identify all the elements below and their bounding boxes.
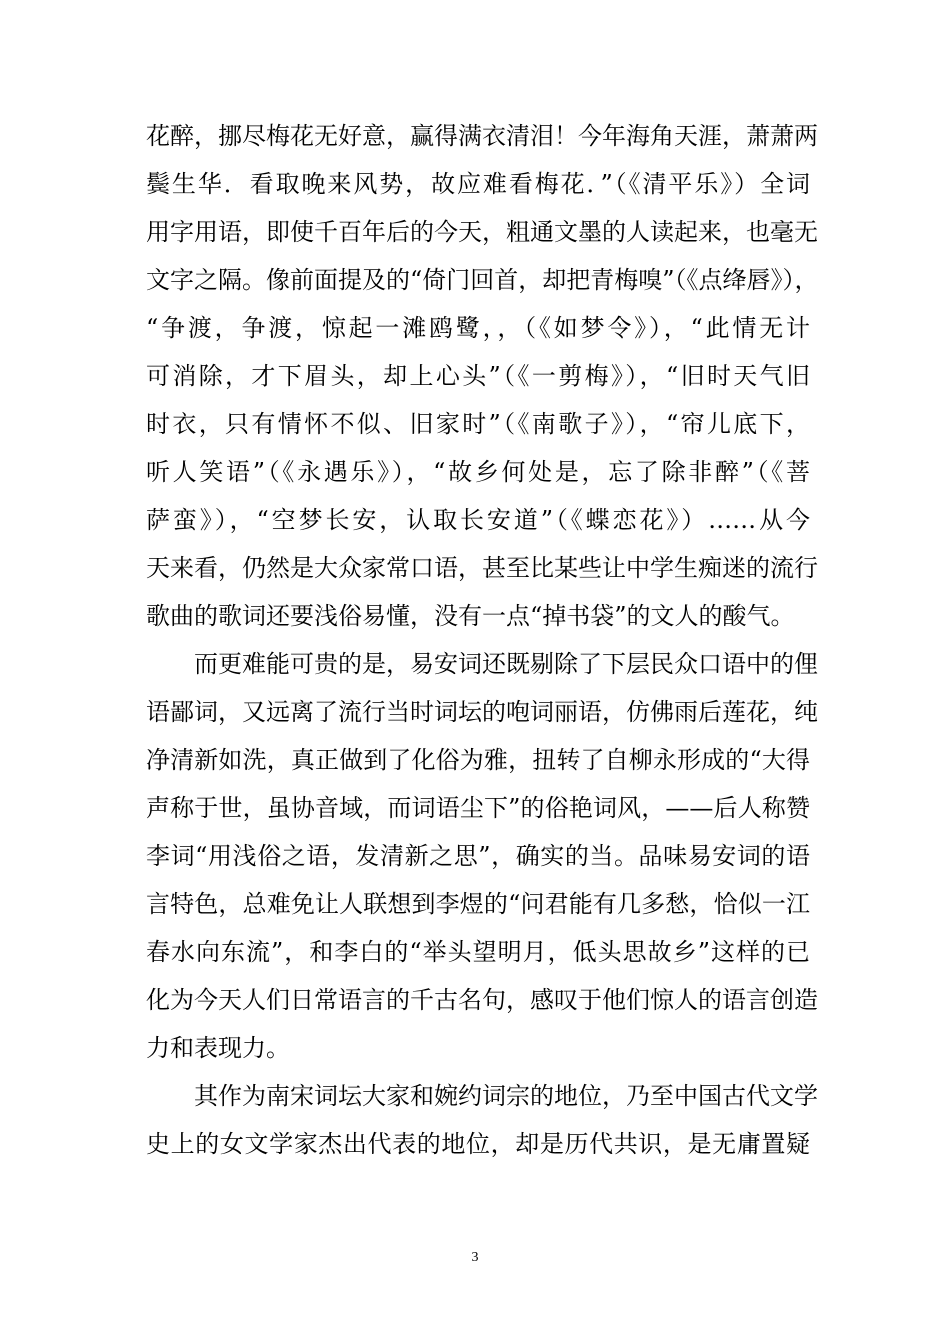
body-text <box>146 112 819 1168</box>
text-line: 语鄙词，又远离了流行当时词坛的咆词丽语，仿佛雨后莲花，纯 <box>146 698 818 726</box>
text-line: 文字之隔。像前面提及的“倚门回首，却把青梅嗅”（《点绛唇》）， <box>146 266 819 294</box>
text-line: “争渡，争渡，惊起一滩鸥鹭，，（《如梦令》），“此情无计 <box>146 314 810 342</box>
text-line: 花醉，挪尽梅花无好意，赢得满衣清泪！今年海角天涯，萧萧两 <box>146 122 818 150</box>
text-line: 萨蛮》），“空梦长安，认取长安道”（《蝶恋花》）……从今 <box>146 506 810 534</box>
text-line: 用字用语，即使千百年后的今天，粗通文墨的人读起来，也毫无 <box>146 218 818 246</box>
paragraph-start-line: 而更难能可贵的是，易安词还既剔除了下层民众口语中的俚 <box>194 650 818 678</box>
text-line: 天来看，仍然是大众家常口语，甚至比某些让中学生痴迷的流行 <box>146 554 818 582</box>
text-line: 李词“用浅俗之语，发清新之思”，确实的当。品味易安词的语 <box>146 842 810 870</box>
text-line: 可消除，才下眉头，却上心头”（《一剪梅》），“旧时天气旧 <box>146 362 810 390</box>
text-line: 春水向东流”，和李白的“举头望明月，低头思故乡”这样的已 <box>146 938 810 966</box>
page-number: 3 <box>471 1250 479 1265</box>
paragraph-start-line: 其作为南宋词坛大家和婉约词宗的地位，乃至中国古代文学 <box>194 1082 818 1110</box>
text-line: 歌曲的歌词还要浅俗易懂，没有一点“掉书袋”的文人的酸气。 <box>146 602 795 630</box>
text-line: 言特色，总难免让人联想到李煜的“问君能有几多愁，恰似一江 <box>146 890 810 918</box>
text-line: 声称于世，虽协音域，而词语尘下”的俗艳词风，——后人称赞 <box>146 794 810 822</box>
text-line: 净清新如洗，真正做到了化俗为雅，扭转了自柳永形成的“大得 <box>146 746 810 774</box>
text-line: 时衣，只有情怀不似、旧家时”（《南歌子》），“帘儿底下， <box>146 410 810 438</box>
text-line: 化为今天人们日常语言的千古名句，感叹于他们惊人的语言创造 <box>146 986 818 1014</box>
text-line: 鬓生华．看取晚来风势，故应难看梅花．”（《清平乐》）全词 <box>146 170 810 198</box>
text-line: 力和表现力。 <box>146 1034 290 1062</box>
text-line: 史上的女文学家杰出代表的地位，却是历代共识，是无庸置疑 <box>146 1130 810 1158</box>
text-line: 听人笑语”（《永遇乐》），“故乡何处是，忘了除非醉”（《菩 <box>146 458 810 486</box>
